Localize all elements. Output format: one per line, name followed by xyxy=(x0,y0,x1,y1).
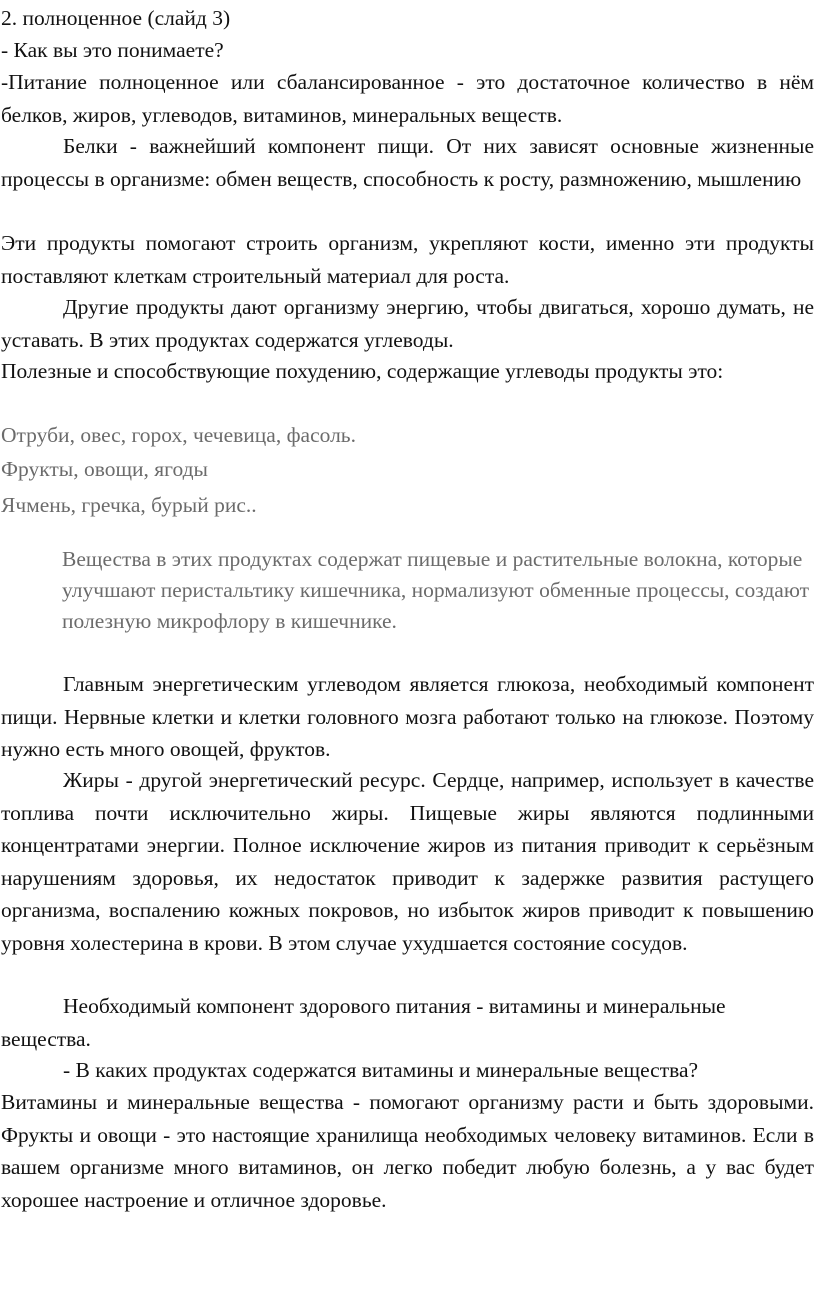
document-heading: 2. полноценное (слайд 3) xyxy=(1,6,231,30)
paragraph-fats: Жиры - другой энергетический ресурс. Сердце, например, использует в качестве топлива почти исключительно жиры. Пищевые жиры являются подлинными концентратами энергии. Полное исключение жиров из питания приводит к серьёзным нарушениям здоровья, их недостаток приводит к задержке развития растущего организма, воспалению кожных покровов, но избыток жиров приводит к повышению уровня холестерина в крови. В этом случае ухудшается состояние сосудов. xyxy=(1,768,814,955)
paragraph-vitamins-minerals: Витамины и минеральные вещества - помогают организму расти и быть здоровыми. Фрукты и овощи - это настоящие хранилища необходимых человеку витаминов. Если в вашем организме много витаминов, он легко победит любую болезнь, а у вас будет хорошее настроение и отличное здоровье. xyxy=(1,1090,814,1212)
question-vitamins-products: - В каких продуктах содержатся витамины и минеральные вещества? xyxy=(63,1058,699,1082)
list-item-bran-oats: Отруби, овес, горох, чечевица, фасоль. xyxy=(1,423,356,447)
paragraph-building-products: Эти продукты помогают строить организм, укрепляют кости, именно эти продукты поставляют клеткам строительный материал для роста. xyxy=(1,231,814,288)
paragraph-energy-products: Другие продукты дают организму энергию, чтобы двигаться, хорошо думать, не уставать. В этих продуктах содержатся углеводы. xyxy=(1,295,814,352)
paragraph-vitamins-component: Необходимый компонент здорового питания - витамины и минеральные вещества. xyxy=(1,994,726,1051)
list-item-fruits-vegetables: Фрукты, овощи, ягоды xyxy=(1,457,208,481)
quote-fibers: Вещества в этих продуктах содержат пищевые и растительные волокна, которые улучшают перистальтику кишечника, нормализуют обменные процессы, создают полезную микрофлору в кишечнике. xyxy=(62,547,809,633)
list-item-barley-buckwheat: Ячмень, гречка, бурый рис.. xyxy=(1,493,257,517)
question-how-understand: - Как вы это понимаете? xyxy=(1,38,224,62)
paragraph-useful-carbs: Полезные и способствующие похудению, содержащие углеводы продукты это: xyxy=(1,359,724,383)
paragraph-proteins: Белки - важнейший компонент пищи. От них зависят основные жизненные процессы в организме: обмен веществ, способность к росту, размножению, мышлению xyxy=(1,134,814,191)
paragraph-balanced-nutrition: -Питание полноценное или сбалансированное - это достаточное количество в нём белков, жиров, углеводов, витаминов, минеральных веществ. xyxy=(1,70,814,127)
paragraph-glucose: Главным энергетическим углеводом является глюкоза, необходимый компонент пищи. Нервные клетки и клетки головного мозга работают только на глюкозе. Поэтому нужно есть много овощей, фруктов. xyxy=(1,672,814,761)
